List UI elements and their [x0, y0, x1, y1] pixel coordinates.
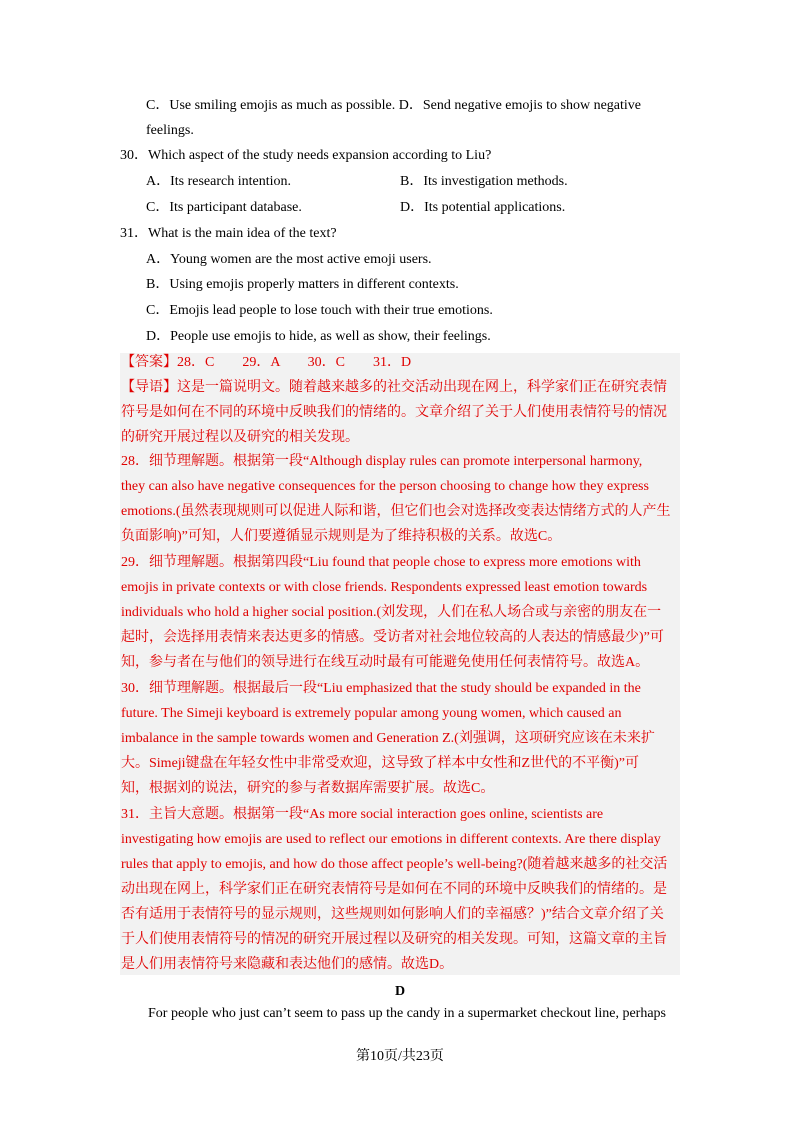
q29-option-cd-continued: feelings. [146, 123, 194, 138]
section-d-heading: D [394, 984, 406, 999]
q30-option-a: A．Its research intention. [146, 174, 292, 189]
answer-line: 30．细节理解题。根据最后一段“Liu emphasized that the study should be expanded in the [121, 681, 641, 696]
answer-line: 29．细节理解题。根据第四段“Liu found that people chose to express more emotions with [121, 555, 641, 570]
answer-line: 【导语】这是一篇说明文。随着越来越多的社交活动出现在网上，科学家们正在研究表情 [121, 380, 667, 395]
q30-option-b: B．Its investigation methods. [400, 174, 568, 189]
q29-option-cd: C．Use smiling emojis as much as possible. D．Send negative emojis to show negative [146, 98, 641, 113]
answer-line: 大。Simeji键盘在年轻女性中非常受欢迎，这导致了样本中女性和Z世代的不平衡)”可 [121, 756, 639, 771]
answer-line: future. The Simeji keyboard is extremely popular among young women, which caused an [121, 706, 622, 721]
q30-stem: 30．Which aspect of the study needs expansion according to Liu? [120, 148, 492, 163]
answer-line: 知，参与者在与他们的领导进行在线互动时最有可能避免使用任何表情符号。故选A。 [121, 655, 650, 670]
answer-line: emotions.(虽然表现规则可以促进人际和谐，但它们也会对选择改变表达情绪方式的人产生 [121, 504, 671, 519]
answer-line: 于人们使用表情符号的情况的研究开展过程以及研究的相关发现。可知，这篇文章的主旨 [121, 932, 667, 947]
answer-line: rules that apply to emojis, and how do those affect people’s well-being?(随着越来越多的社交活 [121, 857, 668, 872]
answer-line: 的研究开展过程以及研究的相关发现。 [121, 430, 359, 445]
q31-option-d: D．People use emojis to hide, as well as show, their feelings. [146, 329, 491, 344]
answer-line: 否有适用于表情符号的显示规则，这些规则如何影响人们的幸福感？)”结合文章介绍了关 [121, 907, 664, 922]
q31-stem: 31．What is the main idea of the text? [120, 226, 337, 241]
answer-line: 31．主旨大意题。根据第一段“As more social interaction goes online, scientists are [121, 807, 604, 822]
answer-line: imbalance in the sample towards women and Generation Z.(刘强调，这项研究应该在未来扩 [121, 731, 655, 746]
q31-option-b: B．Using emojis properly matters in different contexts. [146, 277, 459, 292]
answer-line: 负面影响)”可知，人们要遵循显示规则是为了维持积极的关系。故选C。 [121, 529, 562, 544]
q30-option-d: D．Its potential applications. [400, 200, 566, 215]
answer-line: 符号是如何在不同的环境中反映我们的情绪的。文章介绍了关于人们使用表情符号的情况 [121, 405, 667, 420]
answer-line: 知，根据刘的说法，研究的参与者数据库需要扩展。故选C。 [121, 781, 495, 796]
q31-option-c: C．Emojis lead people to lose touch with their true emotions. [146, 303, 493, 318]
answer-line: investigating how emojis are used to reflect our emotions in different contexts. Are there display [121, 832, 661, 847]
answer-line: individuals who hold a higher social position.(刘发现，人们在私人场合或与亲密的朋友在一 [121, 605, 662, 620]
answer-line: emojis in private contexts or with close friends. Respondents expressed least emotion towards [121, 580, 648, 595]
answer-line: 【答案】28．C 29．A 30．C 31．D [121, 355, 412, 370]
answer-line: 起时，会选择用表情来表达更多的情感。受访者对社会地位较高的人表达的情感最少)”可 [121, 630, 664, 645]
section-d-first-line: For people who just can’t seem to pass up the candy in a supermarket checkout line, perhaps [148, 1006, 666, 1021]
q30-option-c: C．Its participant database. [146, 200, 302, 215]
answer-line: 28．细节理解题。根据第一段“Although display rules can promote interpersonal harmony, [121, 454, 643, 469]
answer-line: they can also have negative consequences for the person choosing to change how they express [121, 479, 649, 494]
answer-line: 是人们用表情符号来隐藏和表达他们的感情。故选D。 [121, 957, 454, 972]
q31-option-a: A．Young women are the most active emoji users. [146, 252, 432, 267]
answer-line: 动出现在网上，科学家们正在研究表情符号是如何在不同的环境中反映我们的情绪的。是 [121, 882, 667, 897]
page-number: 第10页/共23页 [356, 1049, 444, 1064]
